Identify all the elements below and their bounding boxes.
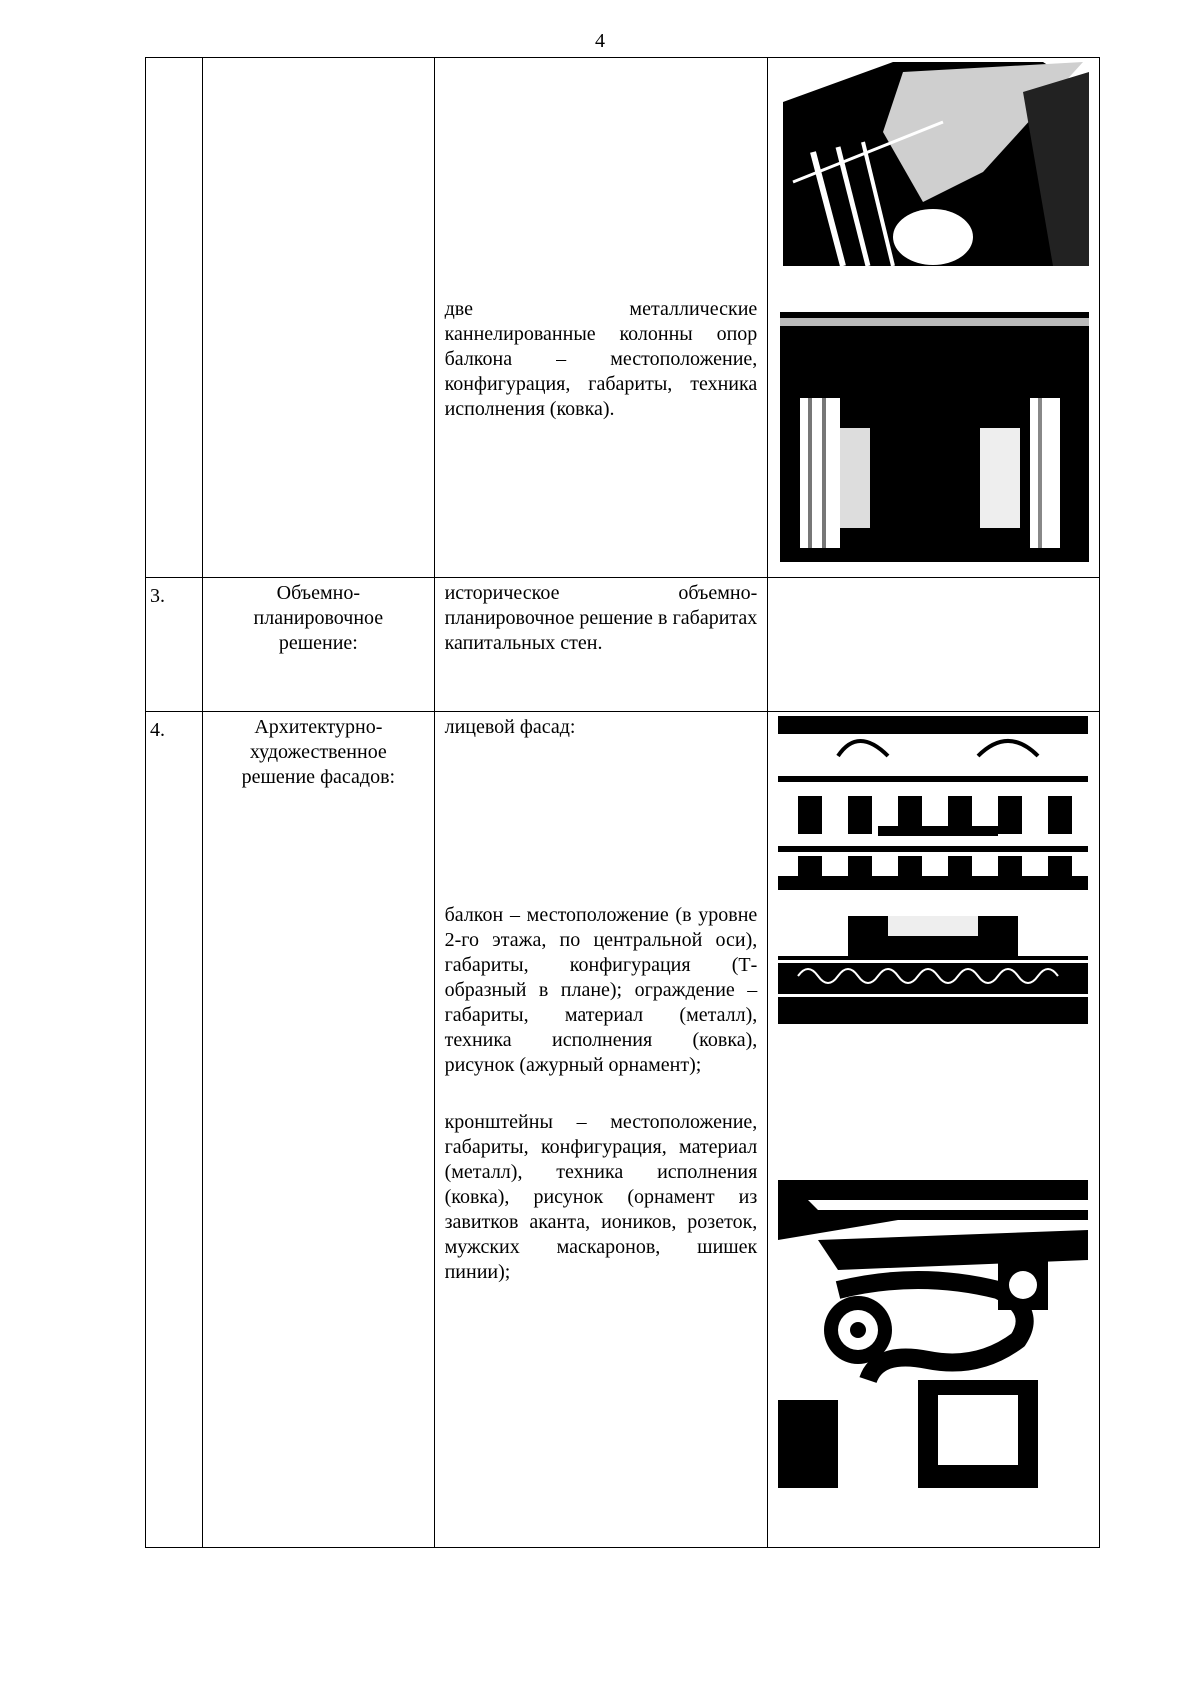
document-table	[145, 57, 1100, 1548]
balcony-description: балкон – местоположение (в уровне 2-го этажа, по центральной оси), габариты, конфигурация (Т-образный в плане); ограждение – габариты, материал (металл), техника исполнения (ковка), рисунок (ажурный орнамент);	[444, 904, 758, 1076]
number-cell	[146, 578, 203, 712]
number-cell	[146, 712, 203, 1548]
name-cell	[203, 58, 434, 578]
row-name: Архитектурно-художественное решение фасадов:	[241, 716, 396, 788]
balcony-railing-photo	[778, 916, 1088, 1024]
page-number: 4	[595, 30, 605, 52]
facade-label: лицевой фасад:	[444, 716, 576, 738]
description-cell	[434, 712, 768, 1548]
table-row-4	[146, 712, 1100, 1548]
row-number: 3.	[150, 585, 165, 607]
balcony-columns-photo	[780, 298, 1089, 562]
row-number: 4.	[150, 719, 165, 741]
table-row-3	[146, 578, 1100, 712]
photo-cell	[768, 712, 1100, 1548]
layout-description: историческое объемно-планировочное решение в габаритах капитальных стен.	[444, 582, 758, 654]
brackets-description: кронштейны – местоположение, габариты, конфигурация, материал (металл), техника исполнения (ковка), рисунок (орнамент из завитков аканта, иоников, розеток, мужских маскаронов, шишек пинии);	[444, 1111, 758, 1283]
photo-cell	[768, 58, 1100, 578]
name-cell	[203, 712, 434, 1548]
row-name: Объемно-планировочное решение:	[253, 582, 384, 654]
bracket-photo	[778, 1180, 1088, 1488]
facade-photo	[778, 716, 1088, 890]
photo-cell	[768, 578, 1100, 712]
number-cell	[146, 58, 203, 578]
table-row-continued	[146, 58, 1100, 578]
description-cell	[434, 58, 768, 578]
balcony-underside-photo	[783, 62, 1089, 266]
name-cell	[203, 578, 434, 712]
description-cell	[434, 578, 768, 712]
columns-description: две металлические каннелированные колонны опор балкона – местоположение, конфигурация, габариты, техника исполнения (ковка).	[444, 298, 758, 420]
